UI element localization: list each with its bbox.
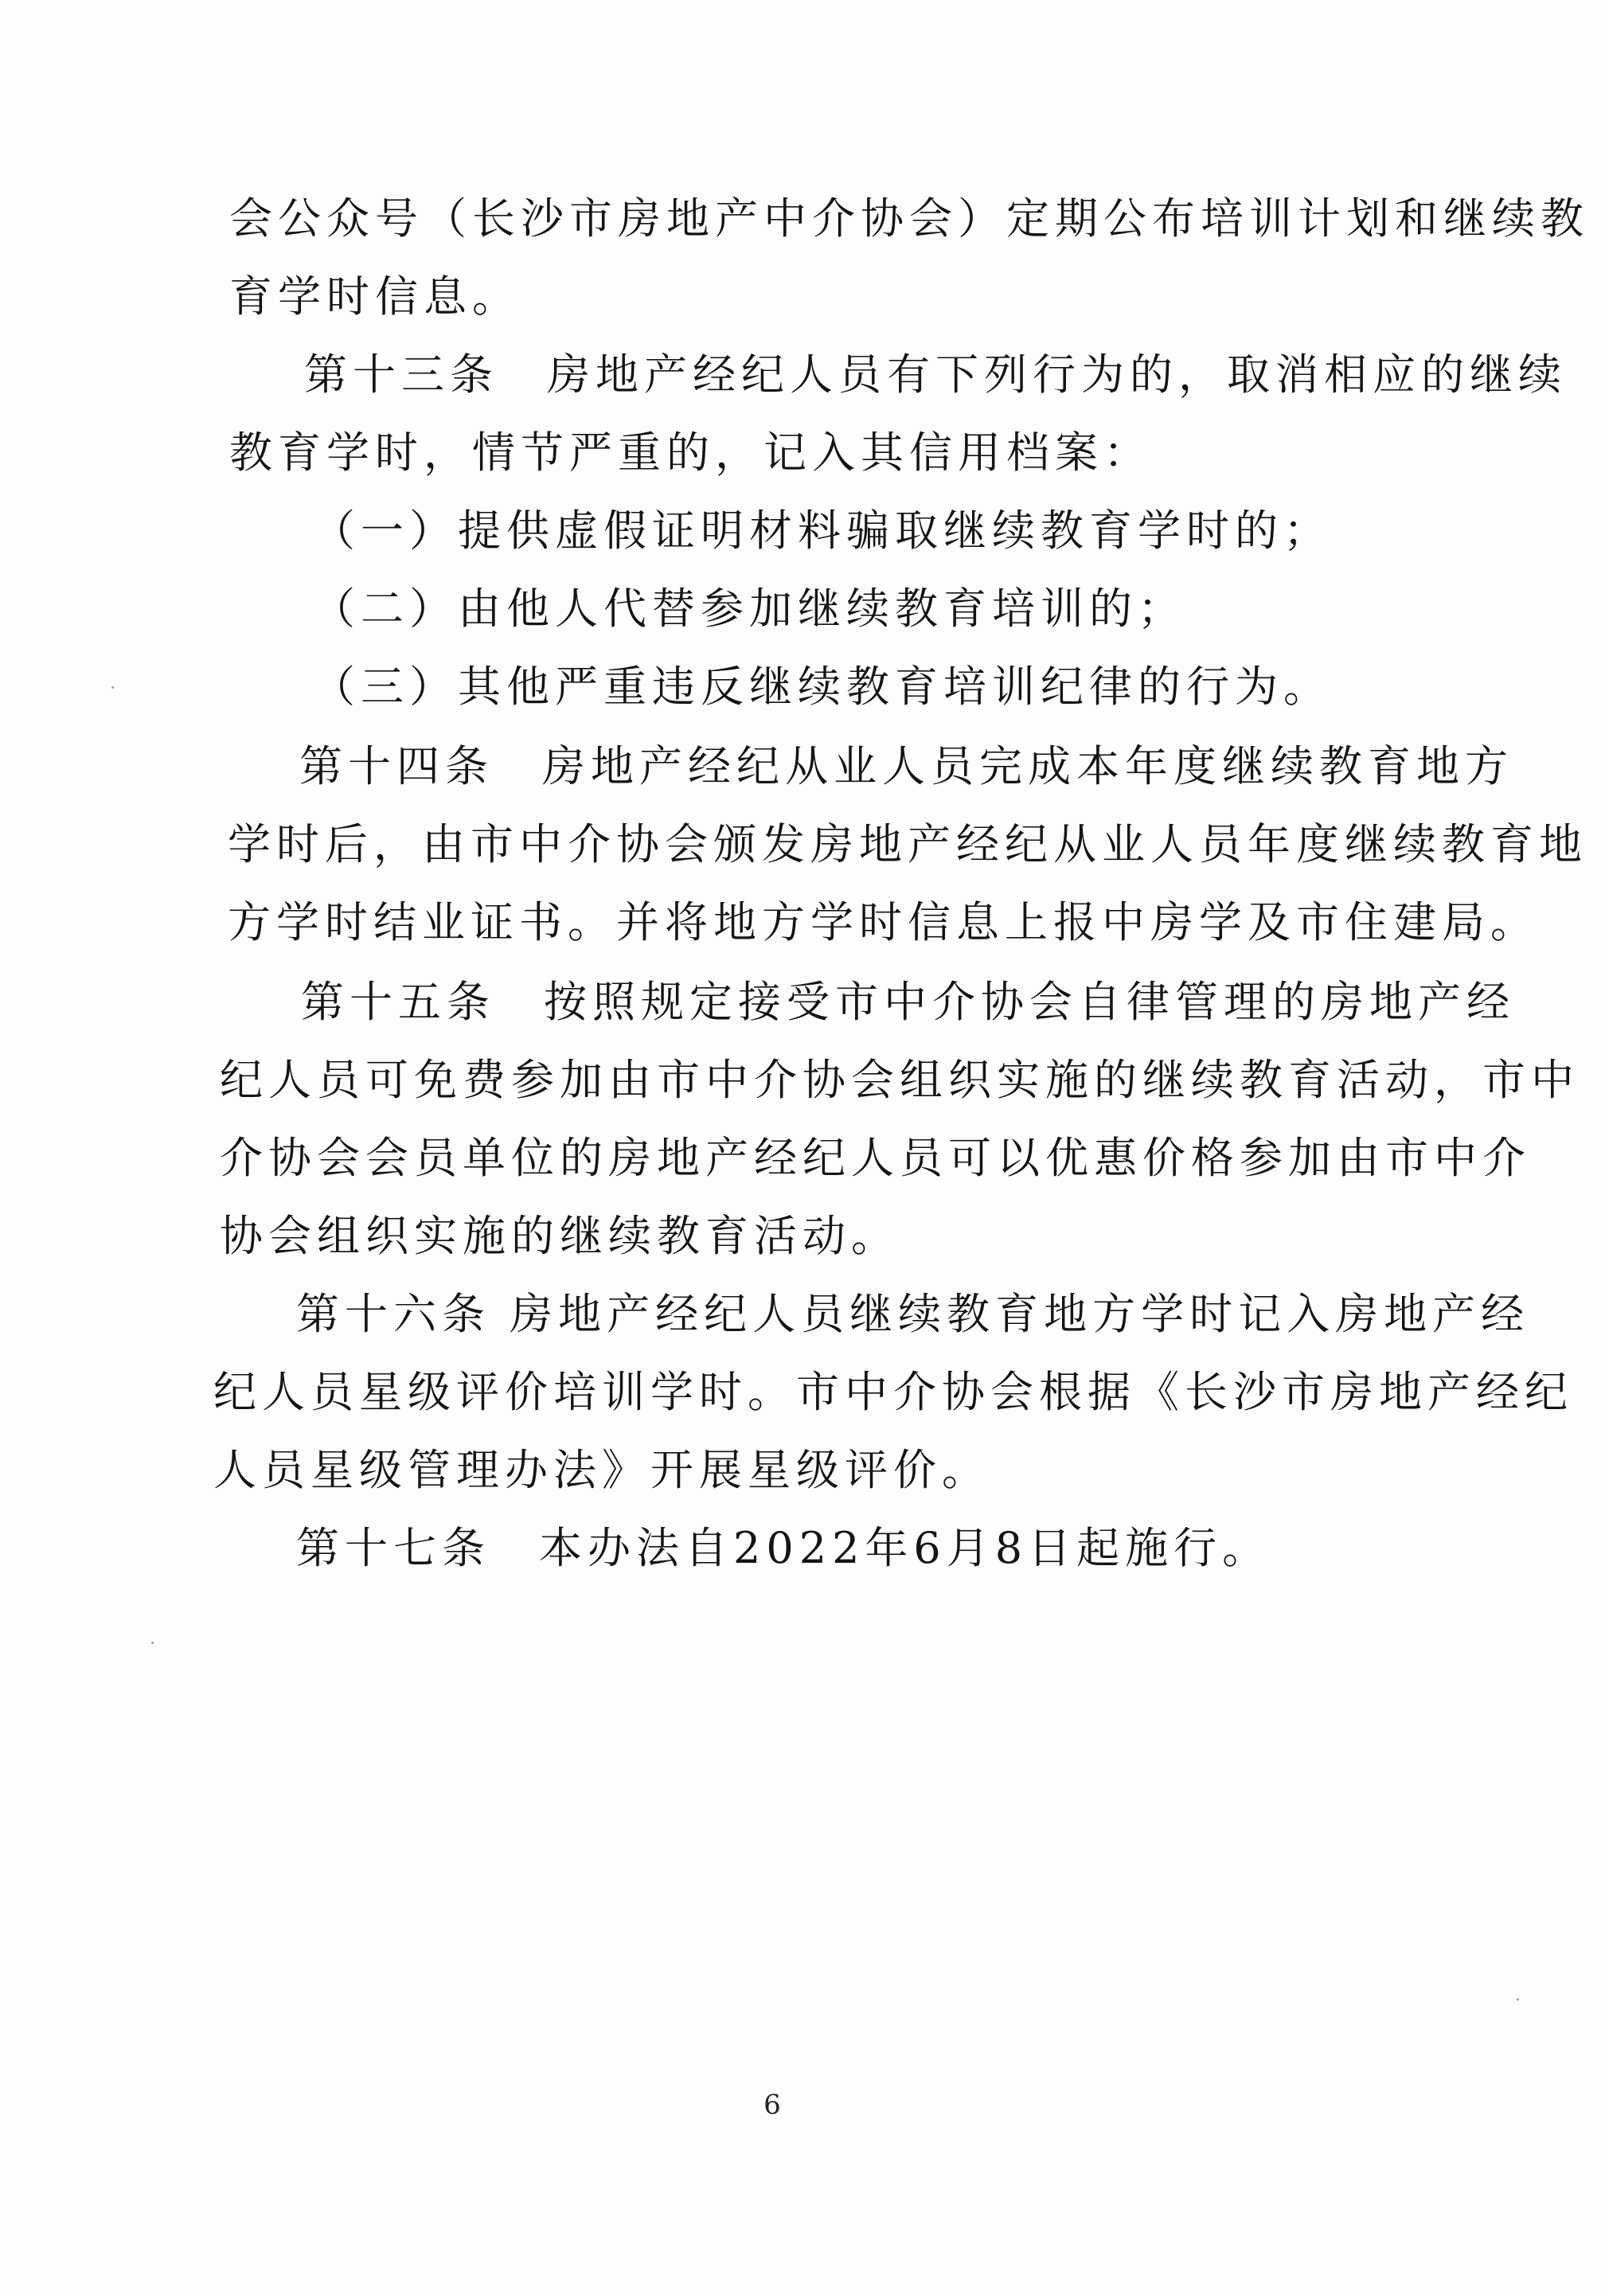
article-15-heading-line: 第十五条 按照规定接受市中介协会自律管理的房地产经 xyxy=(301,977,1515,1027)
article-16-heading-line: 第十六条 房地产经纪人员继续教育地方学时记入房地产经 xyxy=(296,1289,1530,1339)
text-line-14: 协会组织实施的继续教育活动。 xyxy=(220,1211,900,1261)
text-line-1: 会公众号（长沙市房地产中介协会）定期公布培训计划和继续教 xyxy=(229,193,1589,244)
scan-speck xyxy=(1517,1998,1519,2001)
text-line-12: 纪人员可免费参加由市中介协会组织实施的继续教育活动，市中 xyxy=(220,1055,1580,1105)
article-13-heading-line: 第十三条 房地产经纪人员有下列行为的，取消相应的继续 xyxy=(304,349,1567,400)
list-item-1: （一）提供虚假证明材料骗取继续教育学时的； xyxy=(312,506,1332,556)
page-number: 6 xyxy=(763,2089,781,2121)
list-item-3: （三）其他严重违反继续教育培训纪律的行为。 xyxy=(312,662,1332,712)
scan-speck xyxy=(111,686,114,689)
text-line-13: 介协会会员单位的房地产经纪人员可以优惠价格参加由市中介 xyxy=(220,1133,1531,1183)
text-line-16: 纪人员星级评价培训学时。市中介协会根据《长沙市房地产经纪 xyxy=(213,1367,1573,1417)
text-line-2: 育学时信息。 xyxy=(229,271,521,322)
text-line-10: 方学时结业证书。并将地方学时信息上报中房学及市住建局。 xyxy=(228,897,1539,947)
text-line-4: 教育学时，情节严重的，记入其信用档案： xyxy=(229,428,1152,478)
scan-speck xyxy=(151,1642,154,1644)
text-line-9: 学时后，由市中介协会颁发房地产经纪从业人员年度继续教育地 xyxy=(228,819,1587,869)
text-line-17: 人员星级管理办法》开展星级评价。 xyxy=(213,1445,990,1495)
article-17-heading-line: 第十七条 本办法自2022年6月8日起施行。 xyxy=(296,1523,1271,1573)
list-item-2: （二）由他人代替参加继续教育培训的； xyxy=(312,584,1186,634)
article-14-heading-line: 第十四条 房地产经纪从业人员完成本年度继续教育地方 xyxy=(299,741,1513,791)
